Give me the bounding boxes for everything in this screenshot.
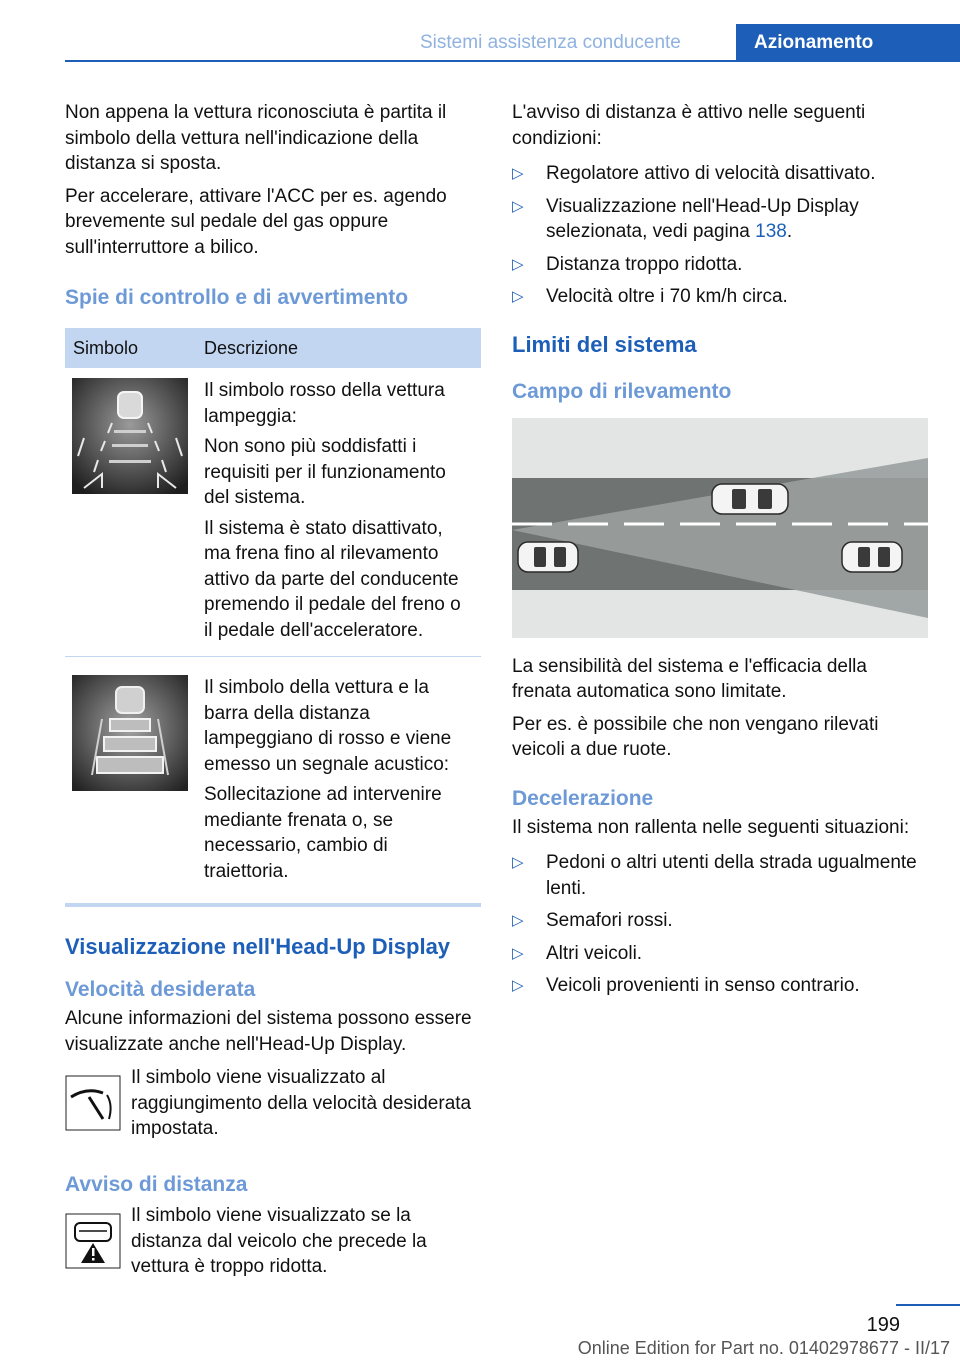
no-slowdown-list (512, 850, 928, 999)
heading-hud: Visualizzazione nell'Head-Up Display (65, 934, 451, 959)
paragraph-no-slowdown: Il sistema non rallenta nelle seguenti situazioni: (512, 816, 910, 838)
list-item: ▷ Distanza troppo ridotta. (512, 252, 928, 278)
table-row (65, 368, 481, 657)
conditions-list (512, 161, 928, 310)
bullet-icon: ▷ (512, 977, 524, 994)
heading-limiti: Limiti del sistema (512, 331, 697, 357)
table-bottom-rule (65, 903, 481, 907)
heading-spie: Spie di controllo e di avvertimento (65, 286, 409, 309)
page-ref-link[interactable]: 138 (755, 221, 787, 242)
footer-edition: Online Edition for Part no. 01402978677 - II/17 (577, 1338, 950, 1358)
warning-line-3: Il sistema è stato disattivato, ma frena fino al rilevamento attivo da parte del conducente premendo il pedale del freno o il pedale dell'acceleratore. (204, 517, 461, 641)
table-row (65, 657, 481, 898)
bullet-icon: ▷ (512, 165, 524, 182)
desired-speed-icon (65, 1075, 121, 1131)
list-item: ▷ Pedoni o altri utenti della strada ugualmente lenti. (512, 852, 917, 899)
hud-distance-row (65, 1207, 481, 1295)
heading-decelerazione: Decelerazione (512, 786, 654, 810)
bullet-icon: ▷ (512, 197, 524, 215)
distance-warning-line-1: Il simbolo della vettura e la barra della distanza lampeggiano di rosso e viene emesso un segnale acustico: (204, 677, 452, 775)
paragraph-two-wheelers: Per es. è possibile che non vengano rilevati veicoli a due ruote. (512, 713, 879, 760)
table-col-symbol: Simbolo (65, 328, 196, 368)
paragraph-distance-icon: Il simbolo viene visualizzato se la distanza dal veicolo che precede la vettura è troppo ridotta. (131, 1205, 427, 1277)
car-distance-bars-icon (72, 675, 188, 791)
paragraph-sensitivity: La sensibilità del sistema e l'efficacia della frenata automatica sono limitate. (512, 655, 867, 702)
indicator-table (65, 328, 481, 897)
paragraph-hud-info: Alcune informazioni del sistema possono essere visualizzate anche nell'Head-Up Display. (65, 1008, 472, 1055)
table-header-row (65, 328, 481, 368)
bullet-icon: ▷ (512, 255, 524, 273)
distance-warning-icon (65, 1213, 121, 1269)
list-item: ▷ Altri veicoli. (512, 941, 928, 967)
paragraph-accelerate: Per accelerare, attivare l'ACC per es. agendo brevemente sul pedale del gas oppure sull'interruttore a bilico. (65, 185, 447, 258)
footer-rule (896, 1304, 960, 1306)
car-lane-warning-icon (72, 378, 188, 494)
header-section-title: Sistemi assistenza conducente (420, 32, 681, 53)
heading-campo: Campo di rilevamento (512, 379, 732, 403)
bullet-icon: ▷ (512, 912, 524, 929)
list-item: ▷ Visualizzazione nell'Head-Up Display selezionata, vedi pagina 138. (512, 195, 859, 242)
list-item: ▷ Semafori rossi. (512, 908, 928, 934)
heading-velocita: Velocità desiderata (65, 978, 256, 1001)
header-rule (65, 60, 960, 62)
bullet-icon: ▷ (512, 854, 524, 871)
warning-line-2: Non sono più soddisfatti i requisiti per il funzionamento del sistema. (204, 436, 446, 508)
hud-speed-row (65, 1067, 481, 1159)
header-chapter-tab: Azionamento (736, 24, 960, 62)
paragraph-car-moved: Non appena la vettura riconosciuta è partita il simbolo della vettura nell'indicazione della distanza si sposta. (65, 102, 447, 174)
bullet-icon: ▷ (512, 288, 524, 305)
left-column (65, 100, 481, 1295)
page-number: 199 (866, 1314, 900, 1336)
list-item: ▷ Velocità oltre i 70 km/h circa. (512, 284, 928, 310)
heading-avviso: Avviso di distanza (65, 1173, 248, 1196)
detection-range-illustration (512, 418, 928, 638)
paragraph-conditions: L'avviso di distanza è attivo nelle seguenti condizioni: (512, 102, 866, 149)
warning-line-1: Il simbolo rosso della vettura lampeggia: (204, 380, 445, 427)
distance-warning-line-2: Sollecitazione ad intervenire mediante frenata o, se necessario, cambio di traiettoria. (204, 784, 442, 882)
list-item: ▷ Regolatore attivo di velocità disattivato. (512, 161, 928, 187)
table-col-description: Descrizione (196, 328, 481, 368)
paragraph-speed-icon: Il simbolo viene visualizzato al raggiungimento della velocità desiderata impostata. (131, 1067, 472, 1139)
bullet-icon: ▷ (512, 944, 524, 962)
right-column (512, 100, 928, 1006)
list-item: ▷ Veicoli provenienti in senso contrario. (512, 973, 928, 999)
